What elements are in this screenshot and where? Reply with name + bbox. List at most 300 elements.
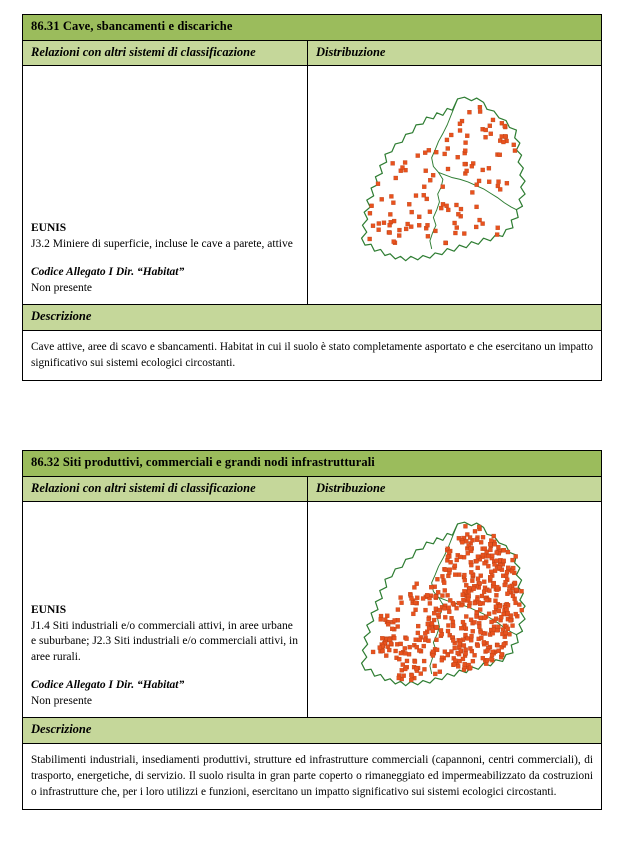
map-marker <box>501 140 505 144</box>
map-marker <box>386 622 390 626</box>
map-marker <box>488 542 492 546</box>
map-marker <box>367 212 371 216</box>
map-marker <box>481 640 485 644</box>
map-marker <box>519 589 523 593</box>
map-marker <box>426 617 430 621</box>
map-marker <box>447 567 451 571</box>
map-marker <box>414 666 418 670</box>
map-marker <box>501 548 505 552</box>
map-marker <box>427 210 431 214</box>
map-marker <box>459 626 463 630</box>
map-marker <box>492 542 496 546</box>
map-marker <box>474 183 478 187</box>
codice-text-8631: Non presente <box>31 281 92 294</box>
map-marker <box>454 203 458 207</box>
map-marker <box>443 568 447 572</box>
map-marker <box>455 651 459 655</box>
map-marker <box>440 185 444 189</box>
column-header-distribuzione: Distribuzione <box>316 44 386 59</box>
map-marker <box>436 613 440 617</box>
map-marker <box>433 607 437 611</box>
map-marker <box>415 596 419 600</box>
map-marker <box>387 231 391 235</box>
map-marker <box>508 618 512 622</box>
map-marker <box>478 630 482 634</box>
map-marker <box>477 624 481 628</box>
map-marker <box>431 173 435 177</box>
map-marker <box>428 179 432 183</box>
map-svg-dense <box>326 517 584 703</box>
map-marker <box>403 651 407 655</box>
map-marker <box>486 554 490 558</box>
eunis-label-8632: EUNIS <box>31 604 67 617</box>
map-marker <box>416 624 420 628</box>
map-marker <box>469 634 473 638</box>
map-marker <box>496 180 500 184</box>
map-marker <box>477 581 481 585</box>
map-marker <box>485 658 489 662</box>
map-marker <box>423 169 427 173</box>
column-header-row-8632 <box>23 477 601 503</box>
column-header-relazioni: Relazioni con altri sistemi di classificazione <box>23 477 308 502</box>
map-marker <box>504 181 508 185</box>
map-marker <box>378 617 382 621</box>
map-marker <box>460 540 464 544</box>
map-markers-dense <box>371 524 524 682</box>
map-marker <box>474 225 478 229</box>
map-marker <box>423 631 427 635</box>
map-marker <box>422 185 426 189</box>
map-marker <box>433 672 437 676</box>
map-marker <box>505 627 509 631</box>
map-marker <box>505 592 509 596</box>
map-marker <box>376 182 380 186</box>
map-marker <box>422 659 426 663</box>
map-marker <box>446 208 450 212</box>
map-marker <box>488 548 492 552</box>
map-marker <box>495 585 499 589</box>
map-marker <box>460 620 464 624</box>
map-marker <box>426 638 430 642</box>
map-marker <box>490 118 494 122</box>
map-marker <box>472 653 476 657</box>
map-marker <box>474 538 478 542</box>
map-marker <box>478 110 482 114</box>
distribuzione-cell-8631 <box>308 66 601 304</box>
map-marker <box>387 648 391 652</box>
map-marker <box>494 616 498 620</box>
map-marker <box>499 652 503 656</box>
map-marker <box>480 553 484 557</box>
map-marker <box>503 631 507 635</box>
map-marker <box>482 546 486 550</box>
map-marker <box>446 623 450 627</box>
map-marker <box>429 621 433 625</box>
map-marker <box>439 632 443 636</box>
map-marker <box>370 224 374 228</box>
map-marker <box>491 581 495 585</box>
map-marker <box>460 657 464 661</box>
map-marker <box>463 524 467 528</box>
map-marker <box>461 598 465 602</box>
map-marker <box>448 560 452 564</box>
map-marker <box>385 614 389 618</box>
map-marker <box>405 222 409 226</box>
map-marker <box>488 132 492 136</box>
map-marker <box>443 615 447 619</box>
map-marker <box>493 605 497 609</box>
map-marker <box>474 559 478 563</box>
map-marker <box>467 110 471 114</box>
map-marker <box>495 643 499 647</box>
map-marker <box>480 656 484 660</box>
map-marker <box>494 558 498 562</box>
map-marker <box>430 629 434 633</box>
map-marker <box>417 638 421 642</box>
map-marker <box>460 592 464 596</box>
map-marker <box>379 198 383 202</box>
map-marker <box>427 626 431 630</box>
map-marker <box>403 667 407 671</box>
map-marker <box>505 550 509 554</box>
map-marker <box>397 234 401 238</box>
map-marker <box>454 558 458 562</box>
table-body-row-8631 <box>23 66 601 305</box>
map-marker <box>409 678 413 682</box>
map-marker <box>456 601 460 605</box>
map-marker <box>444 204 448 208</box>
map-marker <box>399 668 403 672</box>
map-marker <box>442 152 446 156</box>
map-marker <box>487 588 491 592</box>
map-marker <box>495 233 499 237</box>
map-marker <box>445 554 449 558</box>
map-marker <box>392 618 396 622</box>
column-header-distribuzione: Distribuzione <box>316 480 386 495</box>
map-marker <box>510 558 514 562</box>
codice-label-8632: Codice Allegato I Dir. “Habitat” <box>31 679 185 692</box>
map-marker <box>440 574 444 578</box>
map-marker <box>489 538 493 542</box>
map-marker <box>478 602 482 606</box>
map-marker <box>486 564 490 568</box>
map-marker <box>461 643 465 647</box>
map-marker <box>421 644 425 648</box>
map-marker <box>430 653 434 657</box>
map-marker <box>472 529 476 533</box>
map-marker <box>468 646 472 650</box>
relazioni-cell-8631 <box>23 66 308 304</box>
map-marker <box>477 179 481 183</box>
map-marker <box>367 237 371 241</box>
map-marker <box>513 601 517 605</box>
map-marker <box>433 229 437 233</box>
map-marker <box>450 620 454 624</box>
map-marker <box>453 658 457 662</box>
map-marker <box>448 598 452 602</box>
map-marker <box>513 554 517 558</box>
map-marker <box>471 587 475 591</box>
map-marker <box>476 577 480 581</box>
map-marker <box>514 588 518 592</box>
map-marker <box>457 122 461 126</box>
map-marker <box>513 612 517 616</box>
map-marker <box>489 620 493 624</box>
map-marker <box>425 622 429 626</box>
map-marker <box>481 535 485 539</box>
map-marker <box>462 555 466 559</box>
map-marker <box>437 608 441 612</box>
map-marker <box>439 658 443 662</box>
map-marker <box>464 539 468 543</box>
map-marker <box>407 203 411 207</box>
map-marker <box>380 636 384 640</box>
map-marker <box>462 573 466 577</box>
map-marker <box>465 134 469 138</box>
map-marker <box>465 636 469 640</box>
habitat-table-8631 <box>22 14 602 381</box>
distribuzione-cell-8632 <box>308 502 601 717</box>
map-marker <box>443 241 447 245</box>
map-marker <box>498 188 502 192</box>
map-svg-sparse <box>326 92 584 278</box>
map-marker <box>451 638 455 642</box>
map-marker <box>395 607 399 611</box>
map-marker <box>449 649 453 653</box>
map-marker <box>426 149 430 153</box>
map-marker <box>396 676 400 680</box>
map-marker <box>409 674 413 678</box>
map-marker <box>497 565 501 569</box>
map-marker <box>470 191 474 195</box>
map-marker <box>452 221 456 225</box>
map-marker <box>485 648 489 652</box>
map-marker <box>418 671 422 675</box>
map-marker <box>482 561 486 565</box>
map-marker <box>492 562 496 566</box>
map-marker <box>433 594 437 598</box>
map-marker <box>393 649 397 653</box>
map-marker <box>381 221 385 225</box>
map-marker <box>404 227 408 231</box>
map-marker <box>371 650 375 654</box>
map-marker <box>393 176 397 180</box>
map-marker <box>389 195 393 199</box>
map-marker <box>499 615 503 619</box>
map-marker <box>470 629 474 633</box>
map-marker <box>494 550 498 554</box>
map-marker <box>445 147 449 151</box>
map-marker <box>398 595 402 599</box>
map-marker <box>505 611 509 615</box>
map-marker <box>436 590 440 594</box>
map-marker <box>456 536 460 540</box>
map-marker <box>424 197 428 201</box>
map-marker <box>463 647 467 651</box>
map-marker <box>413 194 417 198</box>
map-marker <box>407 652 411 656</box>
map-marker <box>447 550 451 554</box>
map-marker <box>398 651 402 655</box>
map-marker <box>464 583 468 587</box>
map-marker <box>468 666 472 670</box>
map-marker <box>446 629 450 633</box>
map-marker <box>407 645 411 649</box>
map-marker <box>432 611 436 615</box>
map-marker <box>440 203 444 207</box>
map-marker <box>465 551 469 555</box>
map-marker <box>490 650 494 654</box>
column-header-relazioni: Relazioni con altri sistemi di classificazione <box>23 41 308 66</box>
map-marker <box>447 609 451 613</box>
map-marker <box>493 599 497 603</box>
map-marker <box>412 659 416 663</box>
map-marker <box>453 231 457 235</box>
map-marker <box>478 616 482 620</box>
map-marker <box>489 570 493 574</box>
map-marker <box>442 606 446 610</box>
map-marker <box>427 601 431 605</box>
map-marker <box>404 636 408 640</box>
map-marker <box>369 204 373 208</box>
map-marker <box>493 568 497 572</box>
map-marker <box>477 218 481 222</box>
map-marker <box>449 616 453 620</box>
map-marker <box>414 645 418 649</box>
map-marker <box>490 631 494 635</box>
map-marker <box>487 124 491 128</box>
map-marker <box>475 643 479 647</box>
map-marker <box>400 662 404 666</box>
map-marker <box>475 566 479 570</box>
map-marker <box>477 525 481 529</box>
map-marker <box>469 638 473 642</box>
map-marker <box>446 167 450 171</box>
map-marker <box>432 664 436 668</box>
map-marker <box>480 168 484 172</box>
map-marker <box>499 135 503 139</box>
distribution-map-8632 <box>326 517 584 703</box>
relazioni-cell-8632 <box>23 502 308 717</box>
map-marker <box>413 637 417 641</box>
map-marker <box>487 180 491 184</box>
map-marker <box>488 575 492 579</box>
eunis-text-8631: J3.2 Miniere di superficie, incluse le cave a parete, attive <box>31 237 293 250</box>
map-marker <box>510 594 514 598</box>
descrizione-text-8632: Stabilimenti industriali, insediamenti produttivi, strutture ed infrastrutture commerciali (capannoni, centri commerciali), di trasporto, energetiche, di servizio. Il suolo risulta in gran parte coperto o rimaneggiato ed impermeabilizzato da costruzioni o infrastrutture che, per i loro utilizzi e funzioni, esercitano un impatto significativo sui sistemi ecologici circostanti. <box>31 753 593 798</box>
map-marker <box>464 169 468 173</box>
map-marker <box>391 201 395 205</box>
map-marker <box>486 167 490 171</box>
map-marker <box>472 601 476 605</box>
map-marker <box>482 616 486 620</box>
map-marker <box>390 627 394 631</box>
codice-text-8632: Non presente <box>31 694 92 707</box>
map-marker <box>463 651 467 655</box>
descrizione-text-8631: Cave attive, aree di scavo e sbancamenti. Habitat in cui il suolo è stato completamente asportato e che esercitano un impatto significativo sui sistemi ecologici circostanti. <box>31 340 593 369</box>
map-marker <box>458 129 462 133</box>
map-marker <box>480 222 484 226</box>
map-marker <box>510 623 514 627</box>
map-marker <box>390 162 394 166</box>
map-marker <box>463 141 467 145</box>
map-marker <box>470 578 474 582</box>
map-marker <box>415 631 419 635</box>
map-marker <box>467 604 471 608</box>
map-marker <box>397 228 401 232</box>
map-marker <box>464 614 468 618</box>
map-marker <box>445 653 449 657</box>
descrizione-header-8631: Descrizione <box>23 305 601 331</box>
map-marker <box>458 207 462 211</box>
map-marker <box>468 535 472 539</box>
map-marker <box>457 572 461 576</box>
habitat-table-8632 <box>22 450 602 810</box>
map-marker <box>400 166 404 170</box>
map-marker <box>477 105 481 109</box>
map-marker <box>510 569 514 573</box>
map-marker <box>495 628 499 632</box>
map-marker <box>505 570 509 574</box>
map-marker <box>439 206 443 210</box>
map-marker <box>489 657 493 661</box>
map-marker <box>425 593 429 597</box>
map-marker <box>444 138 448 142</box>
map-marker <box>462 162 466 166</box>
map-marker <box>491 534 495 538</box>
map-marker <box>392 219 396 223</box>
map-marker <box>463 149 467 153</box>
region-internal-divider-2 <box>438 173 516 210</box>
map-marker <box>462 662 466 666</box>
descrizione-header-8632: Descrizione <box>23 718 601 744</box>
map-marker <box>494 593 498 597</box>
map-marker <box>474 614 478 618</box>
map-marker <box>466 597 470 601</box>
map-marker <box>474 205 478 209</box>
map-marker <box>421 193 425 197</box>
map-marker <box>384 653 388 657</box>
distribution-map-8631 <box>326 92 584 278</box>
map-marker <box>483 128 487 132</box>
map-marker <box>468 547 472 551</box>
map-markers-sparse <box>367 105 516 245</box>
map-marker <box>501 559 505 563</box>
map-marker <box>435 648 439 652</box>
map-marker <box>456 664 460 668</box>
map-marker <box>391 240 395 244</box>
map-marker <box>512 149 516 153</box>
eunis-text-8632: J1.4 Siti industriali e/o commerciali attivi, in aree urbane e suburbane; J2.3 Siti industriali e/o commerciali attivi, in aree rurali. <box>31 619 299 663</box>
map-marker <box>437 669 441 673</box>
map-marker <box>376 228 380 232</box>
map-marker <box>409 596 413 600</box>
map-marker <box>421 596 425 600</box>
map-marker <box>506 566 510 570</box>
map-marker <box>449 133 453 137</box>
map-marker <box>435 577 439 581</box>
map-marker <box>403 161 407 165</box>
map-marker <box>387 223 391 227</box>
map-marker <box>452 662 456 666</box>
map-marker <box>456 213 460 217</box>
map-marker <box>487 612 491 616</box>
map-marker <box>434 625 438 629</box>
map-marker <box>453 572 457 576</box>
map-marker <box>511 143 515 147</box>
map-marker <box>457 642 461 646</box>
map-marker <box>423 608 427 612</box>
